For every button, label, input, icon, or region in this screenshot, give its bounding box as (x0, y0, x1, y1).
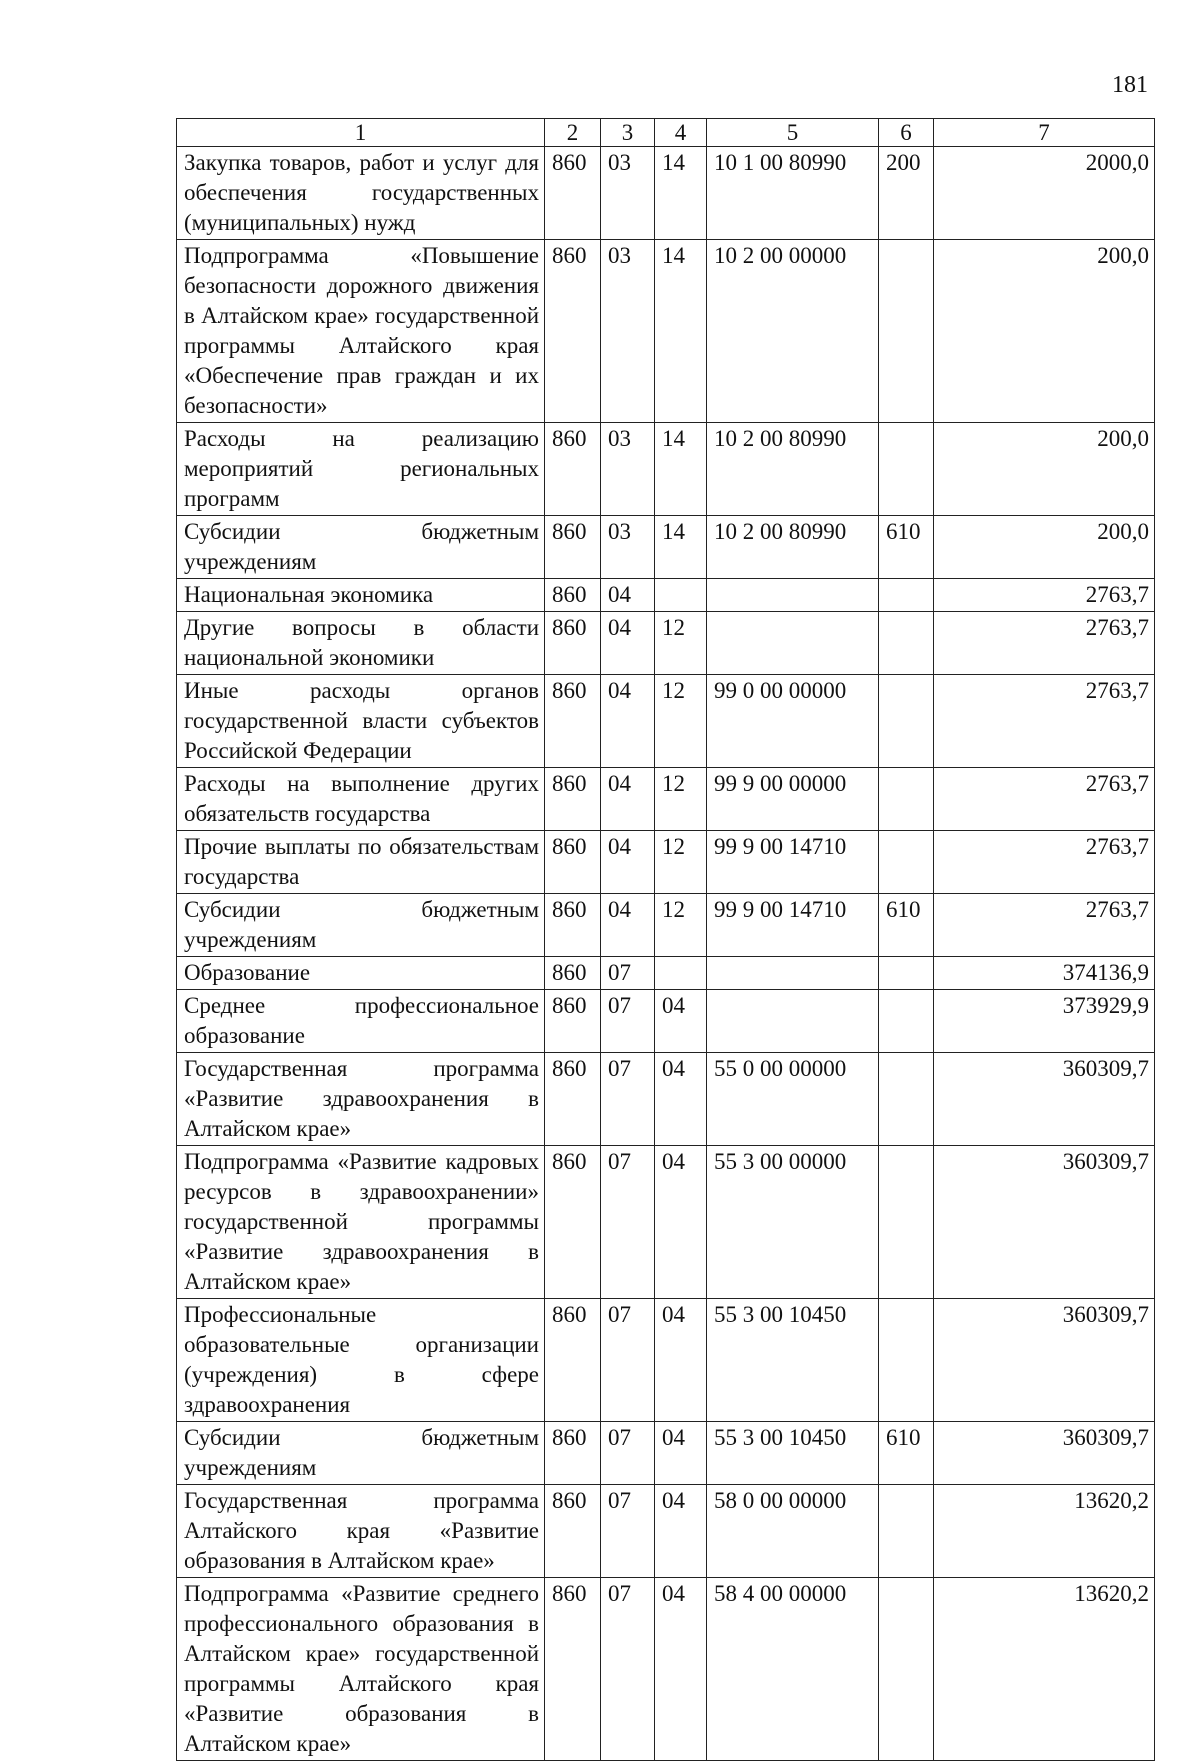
amount-cell: 360309,7 (934, 1299, 1155, 1422)
amount-cell: 2763,7 (934, 612, 1155, 675)
target-article-cell: 55 3 00 10450 (707, 1299, 879, 1422)
amount-cell: 13620,2 (934, 1485, 1155, 1578)
table-row (177, 1578, 1155, 1761)
section-cell: 04 (601, 831, 655, 894)
header-cell: 4 (655, 119, 707, 147)
ved-cell: 860 (545, 579, 601, 612)
row-name-cell: Расходы на выполнение других обязательств государства (177, 768, 545, 831)
subsection-cell: 04 (655, 1578, 707, 1761)
target-article-cell: 99 9 00 14710 (707, 894, 879, 957)
target-article-cell (707, 957, 879, 990)
page-number: 181 (1112, 72, 1148, 98)
ved-cell: 860 (545, 612, 601, 675)
expense-type-cell (879, 990, 934, 1053)
target-article-cell: 10 2 00 80990 (707, 516, 879, 579)
row-name-cell: Субсидии бюджетным учреждениям (177, 1422, 545, 1485)
row-name-cell: Образование (177, 957, 545, 990)
subsection-cell: 12 (655, 894, 707, 957)
table-row (177, 957, 1155, 990)
section-cell: 03 (601, 147, 655, 240)
row-name-cell: Подпрограмма «Развитие кадровых ресурсов в здравоохранении» государственной программы «Развитие здравоохранения в Алтайском крае» (177, 1146, 545, 1299)
row-name-cell: Национальная экономика (177, 579, 545, 612)
expense-type-cell (879, 423, 934, 516)
amount-cell: 373929,9 (934, 990, 1155, 1053)
expense-type-cell (879, 768, 934, 831)
row-name-cell: Профессиональные образовательные организации (учреждения) в сфере здравоохранения (177, 1299, 545, 1422)
expense-type-cell (879, 831, 934, 894)
ved-cell: 860 (545, 957, 601, 990)
subsection-cell: 14 (655, 240, 707, 423)
table-row (177, 579, 1155, 612)
table-row (177, 516, 1155, 579)
ved-cell: 860 (545, 1053, 601, 1146)
ved-cell: 860 (545, 240, 601, 423)
table-row (177, 240, 1155, 423)
subsection-cell: 12 (655, 612, 707, 675)
amount-cell: 200,0 (934, 516, 1155, 579)
subsection-cell: 04 (655, 1422, 707, 1485)
ved-cell: 860 (545, 675, 601, 768)
section-cell: 07 (601, 1578, 655, 1761)
target-article-cell: 55 3 00 00000 (707, 1146, 879, 1299)
target-article-cell: 10 1 00 80990 (707, 147, 879, 240)
amount-cell: 2763,7 (934, 579, 1155, 612)
section-cell: 04 (601, 579, 655, 612)
amount-cell: 2763,7 (934, 675, 1155, 768)
subsection-cell (655, 579, 707, 612)
target-article-cell: 99 9 00 14710 (707, 831, 879, 894)
section-cell: 07 (601, 957, 655, 990)
expense-type-cell (879, 1578, 934, 1761)
table-row (177, 612, 1155, 675)
header-cell: 6 (879, 119, 934, 147)
budget-table (176, 118, 1155, 1761)
table-row (177, 831, 1155, 894)
section-cell: 07 (601, 1485, 655, 1578)
ved-cell: 860 (545, 1578, 601, 1761)
section-cell: 07 (601, 1053, 655, 1146)
amount-cell: 2763,7 (934, 768, 1155, 831)
subsection-cell: 04 (655, 1299, 707, 1422)
expense-type-cell (879, 579, 934, 612)
amount-cell: 13620,2 (934, 1578, 1155, 1761)
target-article-cell: 99 0 00 00000 (707, 675, 879, 768)
target-article-cell: 55 3 00 10450 (707, 1422, 879, 1485)
row-name-cell: Подпрограмма «Развитие среднего профессионального образования в Алтайском крае» государственной программы Алтайского края «Развитие образования в Алтайском крае» (177, 1578, 545, 1761)
target-article-cell: 10 2 00 80990 (707, 423, 879, 516)
section-cell: 04 (601, 612, 655, 675)
ved-cell: 860 (545, 516, 601, 579)
ved-cell: 860 (545, 990, 601, 1053)
row-name-cell: Среднее профессиональное образование (177, 990, 545, 1053)
target-article-cell (707, 579, 879, 612)
amount-cell: 360309,7 (934, 1146, 1155, 1299)
row-name-cell: Другие вопросы в области национальной экономики (177, 612, 545, 675)
table-row (177, 1422, 1155, 1485)
subsection-cell: 04 (655, 1053, 707, 1146)
table-row (177, 1146, 1155, 1299)
section-cell: 04 (601, 894, 655, 957)
row-name-cell: Прочие выплаты по обязательствам государства (177, 831, 545, 894)
amount-cell: 200,0 (934, 423, 1155, 516)
expense-type-cell: 610 (879, 894, 934, 957)
ved-cell: 860 (545, 894, 601, 957)
amount-cell: 200,0 (934, 240, 1155, 423)
header-row (177, 119, 1155, 147)
ved-cell: 860 (545, 1146, 601, 1299)
expense-type-cell (879, 612, 934, 675)
section-cell: 04 (601, 768, 655, 831)
target-article-cell: 99 9 00 00000 (707, 768, 879, 831)
expense-type-cell (879, 240, 934, 423)
table-row (177, 675, 1155, 768)
table-row (177, 990, 1155, 1053)
subsection-cell: 12 (655, 831, 707, 894)
row-name-cell: Иные расходы органов государственной власти субъектов Российской Федерации (177, 675, 545, 768)
section-cell: 07 (601, 1422, 655, 1485)
header-cell: 5 (707, 119, 879, 147)
target-article-cell: 10 2 00 00000 (707, 240, 879, 423)
row-name-cell: Подпрограмма «Повышение безопасности дорожного движения в Алтайском крае» государственной программы Алтайского края «Обеспечение прав граждан и их безопасности» (177, 240, 545, 423)
subsection-cell: 14 (655, 423, 707, 516)
subsection-cell (655, 957, 707, 990)
subsection-cell: 12 (655, 675, 707, 768)
table-row (177, 1299, 1155, 1422)
expense-type-cell (879, 1485, 934, 1578)
subsection-cell: 12 (655, 768, 707, 831)
expense-type-cell (879, 957, 934, 990)
row-name-cell: Закупка товаров, работ и услуг для обеспечения государственных (муниципальных) нужд (177, 147, 545, 240)
expense-type-cell (879, 1299, 934, 1422)
amount-cell: 2763,7 (934, 831, 1155, 894)
header-cell: 1 (177, 119, 545, 147)
ved-cell: 860 (545, 423, 601, 516)
ved-cell: 860 (545, 1422, 601, 1485)
section-cell: 04 (601, 675, 655, 768)
target-article-cell: 55 0 00 00000 (707, 1053, 879, 1146)
header-cell: 2 (545, 119, 601, 147)
target-article-cell (707, 990, 879, 1053)
row-name-cell: Расходы на реализацию мероприятий региональных программ (177, 423, 545, 516)
expense-type-cell: 610 (879, 516, 934, 579)
ved-cell: 860 (545, 147, 601, 240)
ved-cell: 860 (545, 1299, 601, 1422)
amount-cell: 2000,0 (934, 147, 1155, 240)
amount-cell: 360309,7 (934, 1422, 1155, 1485)
table-row (177, 894, 1155, 957)
subsection-cell: 14 (655, 516, 707, 579)
section-cell: 07 (601, 1299, 655, 1422)
table-row (177, 423, 1155, 516)
row-name-cell: Субсидии бюджетным учреждениям (177, 894, 545, 957)
section-cell: 07 (601, 1146, 655, 1299)
amount-cell: 374136,9 (934, 957, 1155, 990)
row-name-cell: Государственная программа Алтайского края «Развитие образования в Алтайском крае» (177, 1485, 545, 1578)
ved-cell: 860 (545, 768, 601, 831)
section-cell: 03 (601, 516, 655, 579)
amount-cell: 360309,7 (934, 1053, 1155, 1146)
row-name-cell: Государственная программа «Развитие здравоохранения в Алтайском крае» (177, 1053, 545, 1146)
target-article-cell: 58 0 00 00000 (707, 1485, 879, 1578)
amount-cell: 2763,7 (934, 894, 1155, 957)
expense-type-cell (879, 675, 934, 768)
table-row (177, 1485, 1155, 1578)
subsection-cell: 04 (655, 1146, 707, 1299)
section-cell: 07 (601, 990, 655, 1053)
table-row (177, 147, 1155, 240)
target-article-cell (707, 612, 879, 675)
ved-cell: 860 (545, 1485, 601, 1578)
expense-type-cell (879, 1053, 934, 1146)
expense-type-cell: 610 (879, 1422, 934, 1485)
header-cell: 3 (601, 119, 655, 147)
target-article-cell: 58 4 00 00000 (707, 1578, 879, 1761)
subsection-cell: 04 (655, 990, 707, 1053)
subsection-cell: 14 (655, 147, 707, 240)
ved-cell: 860 (545, 831, 601, 894)
row-name-cell: Субсидии бюджетным учреждениям (177, 516, 545, 579)
section-cell: 03 (601, 240, 655, 423)
expense-type-cell (879, 1146, 934, 1299)
section-cell: 03 (601, 423, 655, 516)
subsection-cell: 04 (655, 1485, 707, 1578)
table-row (177, 1053, 1155, 1146)
table-row (177, 768, 1155, 831)
expense-type-cell: 200 (879, 147, 934, 240)
header-cell: 7 (934, 119, 1155, 147)
